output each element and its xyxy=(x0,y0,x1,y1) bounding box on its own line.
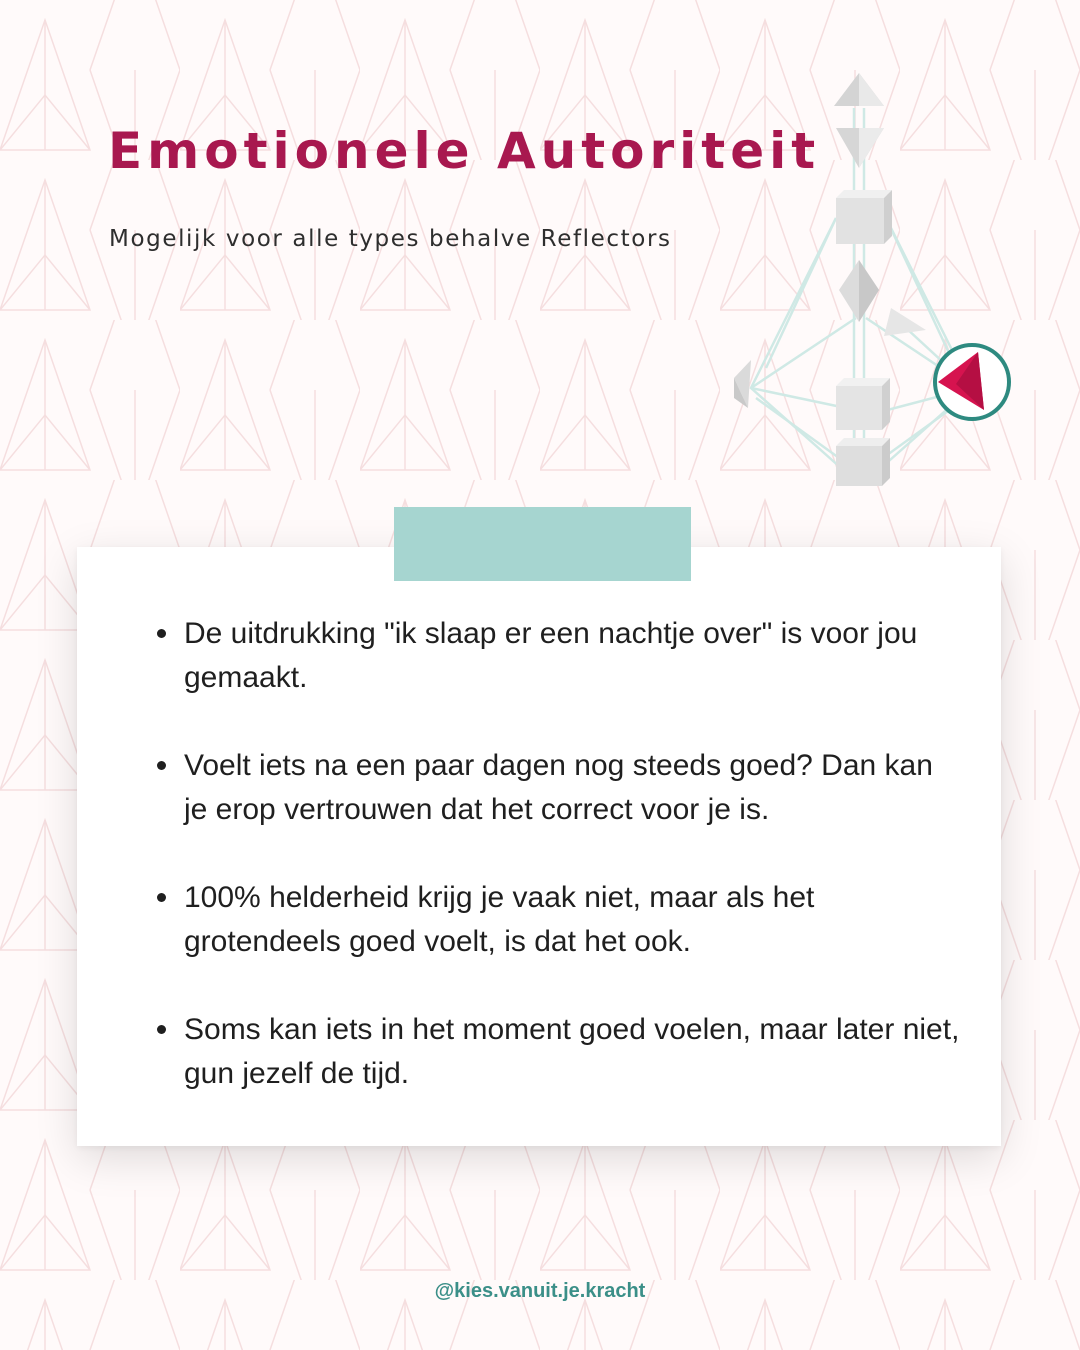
bullet-dot xyxy=(157,893,166,902)
bullet-dot xyxy=(157,629,166,638)
page-title: Emotionele Autoriteit xyxy=(108,122,821,180)
bullet-text: De uitdrukking "ik slaap er een nachtje over" is voor jou gemaakt. xyxy=(184,617,918,694)
bullet-dot xyxy=(157,1025,166,1034)
list-item xyxy=(153,612,963,700)
list-item xyxy=(153,876,963,964)
human-design-bodygraph-icon xyxy=(726,68,1026,498)
bullet-text: Soms kan iets in het moment goed voelen, maar later niet, gun jezelf de tijd. xyxy=(184,1013,960,1090)
bullet-dot xyxy=(157,761,166,770)
social-handle-link[interactable]: @kies.vanuit.je.kracht xyxy=(434,1280,646,1302)
bullet-list xyxy=(153,612,963,1140)
card-tab-accent xyxy=(394,507,691,581)
page-subtitle: Mogelijk voor alle types behalve Reflectors xyxy=(109,226,672,252)
bullet-text: 100% helderheid krijg je vaak niet, maar als het grotendeels goed voelt, is dat het ook. xyxy=(184,881,815,958)
bullet-text: Voelt iets na een paar dagen nog steeds goed? Dan kan je erop vertrouwen dat het correct voor je is. xyxy=(184,749,933,826)
list-item xyxy=(153,1008,963,1096)
list-item xyxy=(153,744,963,832)
